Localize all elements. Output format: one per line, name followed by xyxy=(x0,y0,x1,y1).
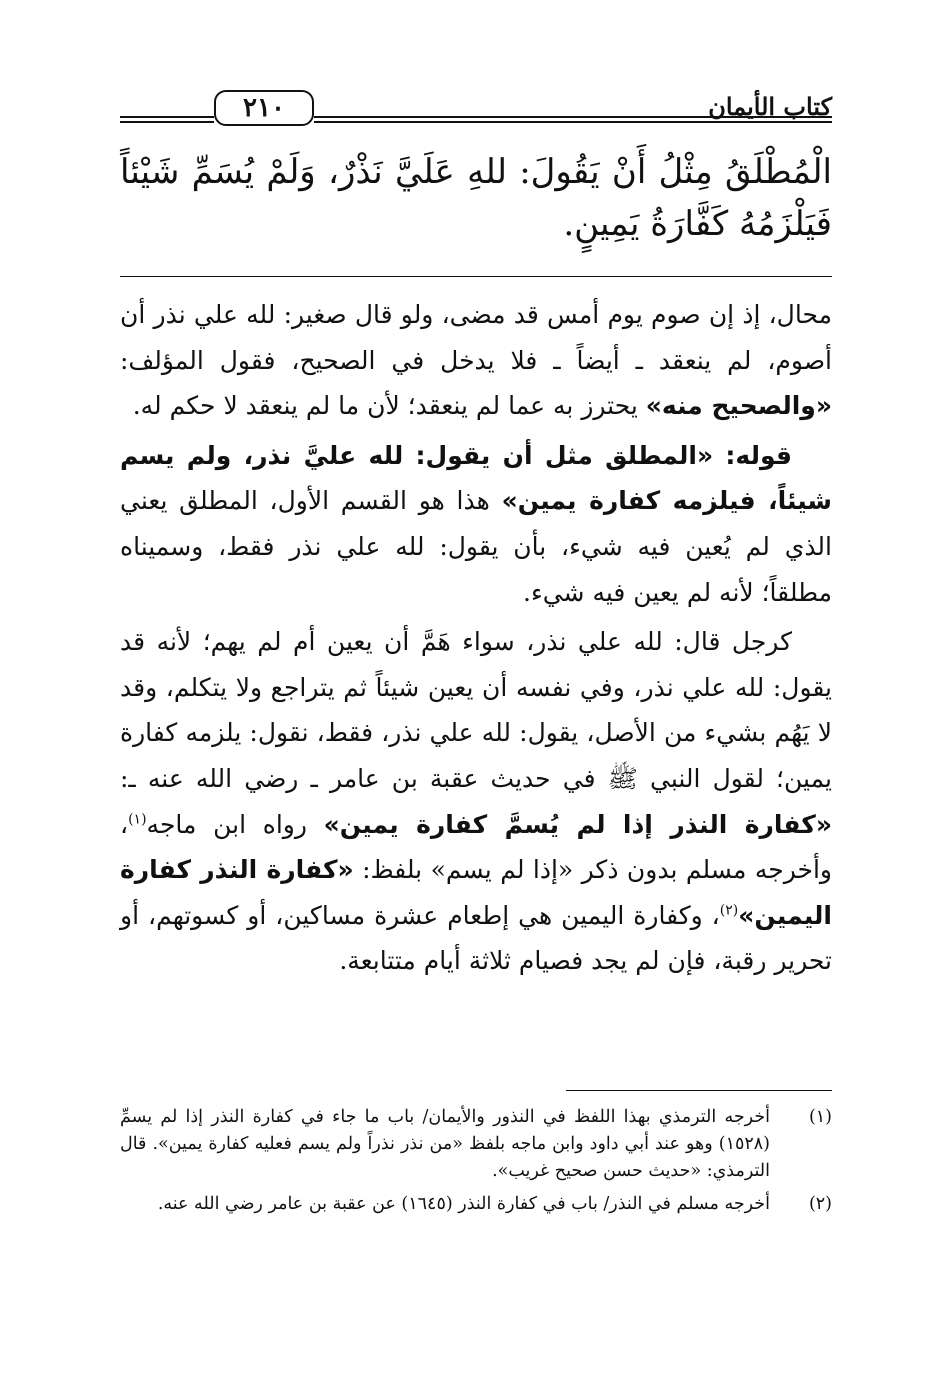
footnote-text: أخرجه الترمذي بهذا اللفظ في النذور والأيمان/ باب ما جاء في كفارة النذر إذا لم يسمِّ (١٥٢٨) وهو عند أبي داود وابن ماجه بلفظ «من نذر نذراً ولم يسم فعليه كفارة يمين». قال الترمذي: «حديث حسن صحيح غريب». xyxy=(120,1107,770,1181)
bold-quote: «كفارة النذر إذا لم يُسمَّ كفارة يمين» xyxy=(323,809,832,839)
header-rule xyxy=(120,121,214,123)
footnote-text: أخرجه مسلم في النذر/ باب في كفارة النذر (١٦٤٥) عن عقبة بن عامر رضي الله عنه. xyxy=(157,1194,770,1214)
footnote-number: (٢) xyxy=(808,1194,832,1214)
bold-quote: «المطلق مثل أن يقول: لله عليَّ نذر، ولم يسم شيئاً، فيلزمه كفارة يمين» xyxy=(120,440,832,516)
matn-paragraph: الْمُطْلَقُ مِثْلُ أَنْ يَقُولَ: للهِ عَلَيَّ نَذْرٌ، وَلَمْ يُسَمِّ شَيْئاً فَيَلْزَمُهُ كَفَّارَةُ يَمِينٍ. xyxy=(120,152,832,244)
footnote-ref[interactable]: (١) xyxy=(128,811,147,828)
paragraph-2: قوله: «المطلق مثل أن يقول: لله عليَّ نذر، ولم يسم شيئاً، فيلزمه كفارة يمين» هذا هو القسم الأول، المطلق يعني الذي لم يُعين فيه شيء، بأن يقول: لله علي نذر فقط، وسميناه مطلقاً؛ لأنه لم يعين فيه شيء. xyxy=(120,440,832,607)
bold-quote: «والصحيح منه» xyxy=(645,391,832,421)
page-number: ٢١٠ xyxy=(214,90,314,126)
footnote-ref[interactable]: (٢) xyxy=(719,902,739,919)
header-rule xyxy=(314,116,832,118)
footnote xyxy=(120,1104,832,1185)
commentary xyxy=(120,292,832,988)
page-header xyxy=(120,88,832,136)
paragraph-3: كرجل قال: لله علي نذر، سواء هَمَّ أن يعين أم لم يهم؛ لأنه قد يقول: لله علي نذر، وفي نفسه أن يعين شيئاً ثم يتراجع ولا يتكلم، وقد لا يَهُم بشيء من الأصل، يقول: لله علي نذر، فقط، نقول: يلزمه كفارة يمين؛ لقول النبي ﷺ في حديث عقبة بن عامر ـ رضي الله عنه ـ: «كفارة النذر إذا لم يُسمَّ كفارة يمين» رواه ابن ماجه$^{(١)}$، وأخرجه مسلم بدون ذكر «إذا لم يسم» بلفظ: «كفارة النذر كفارة اليمين»$^{(٢)}$، وكفارة اليمين هي إطعام عشرة مساكين، أو كسوتهم، أو تحرير رقبة، فإن لم يجد فصيام ثلاثة أيام متتابعة. xyxy=(120,627,832,976)
header-rule xyxy=(314,121,832,123)
footnote-divider xyxy=(566,1090,832,1091)
header-rule xyxy=(120,116,214,118)
footnotes xyxy=(120,1104,832,1224)
matn-text xyxy=(120,146,832,250)
bold-quote: «كفارة النذر كفارة اليمين» xyxy=(120,855,832,930)
footnote xyxy=(120,1191,832,1218)
matn-divider xyxy=(120,276,832,277)
paragraph-1: محال، إذ إن صوم يوم أمس قد مضى، ولو قال صغير: لله علي نذر أن أصوم، لم ينعقد ـ أيضاً ـ فلا يدخل في الصحيح، فقول المؤلف: «والصحيح منه» يحترز به عما لم ينعقد؛ لأن ما لم ينعقد لا حكم له. xyxy=(120,300,832,421)
qawluhu-lead: قوله: xyxy=(725,440,792,470)
footnote-number: (١) xyxy=(808,1107,832,1127)
book-title: كتاب الأيمان xyxy=(708,92,832,121)
